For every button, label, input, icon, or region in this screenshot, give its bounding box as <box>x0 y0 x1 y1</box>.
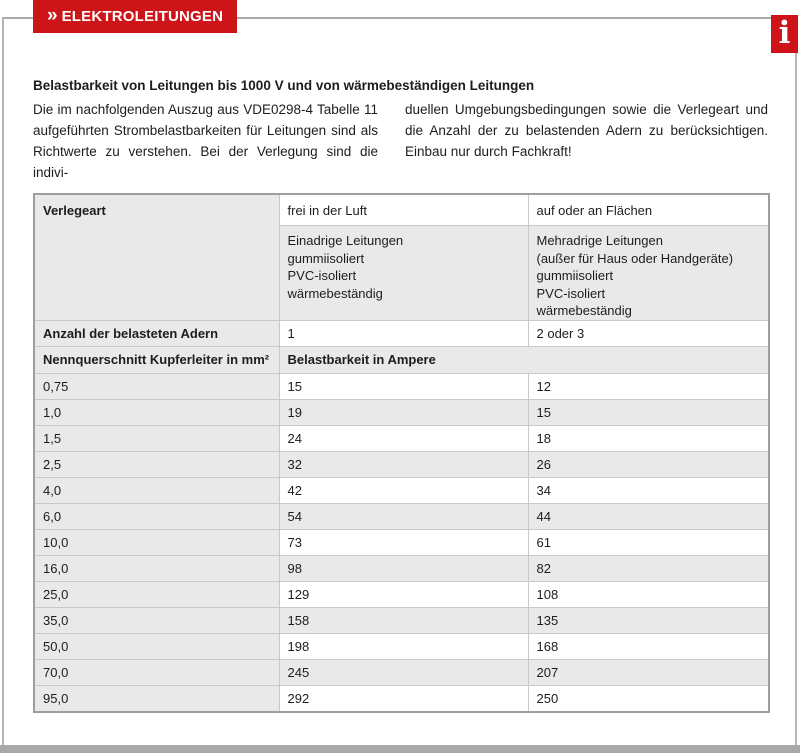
cell-free-air: 24 <box>279 425 528 451</box>
cell-free-air: 98 <box>279 555 528 581</box>
cell-size: 25,0 <box>34 581 279 607</box>
table-row <box>34 373 769 399</box>
info-icon-glyph: i <box>778 14 791 51</box>
header-verlegeart: Verlegeart <box>34 194 279 320</box>
cell-surfaces: 61 <box>528 529 769 555</box>
desc-line: PVC-isoliert <box>287 268 357 283</box>
desc-line: Einadrige Leitungen <box>287 233 404 248</box>
intro-line: aufgeführten Strombelastbarkeiten für Leitungen sind als <box>33 123 378 138</box>
section-banner-label: ELEKTROLEITUNGEN <box>61 8 224 25</box>
table-subheader-row <box>34 346 769 373</box>
intro-line: die Anzahl der zu belastenden Adern zu berücksichtigen. <box>405 123 768 138</box>
cell-surfaces: 18 <box>528 425 769 451</box>
header-free-air: frei in der Luft <box>279 194 528 226</box>
cell-size: 50,0 <box>34 633 279 659</box>
belastbarkeit-label: Belastbarkeit in Ampere <box>279 346 769 373</box>
cell-free-air: 73 <box>279 529 528 555</box>
cell-free-air: 54 <box>279 503 528 529</box>
cell-free-air: 198 <box>279 633 528 659</box>
intro-line: duellen Umgebungsbedingungen sowie die Verlegeart und <box>405 102 768 117</box>
desc-line: wärmebeständig <box>287 285 383 301</box>
desc-surfaces <box>528 226 769 321</box>
section-banner <box>33 0 237 33</box>
desc-free-air <box>279 226 528 321</box>
cell-surfaces: 44 <box>528 503 769 529</box>
desc-line: (außer für Haus oder Handgeräte) <box>536 250 734 266</box>
table-header-row <box>34 194 769 226</box>
cell-free-air: 158 <box>279 607 528 633</box>
adern-free-air: 1 <box>279 320 528 346</box>
table-row <box>34 399 769 425</box>
cell-size: 2,5 <box>34 451 279 477</box>
querschnitt-label: Nennquerschnitt Kupferleiter in mm² <box>34 346 279 373</box>
cell-free-air: 245 <box>279 659 528 685</box>
intro-line: Richtwerte zu verstehen. Bei der Verlegung sind die indivi- <box>33 144 378 180</box>
cell-surfaces: 168 <box>528 633 769 659</box>
cell-size: 6,0 <box>34 503 279 529</box>
cell-size: 4,0 <box>34 477 279 503</box>
cell-size: 95,0 <box>34 685 279 712</box>
cell-size: 70,0 <box>34 659 279 685</box>
page-bottom-edge <box>0 745 800 753</box>
table-row <box>34 477 769 503</box>
cell-size: 1,5 <box>34 425 279 451</box>
cell-free-air: 129 <box>279 581 528 607</box>
table-row <box>34 607 769 633</box>
table-row <box>34 659 769 685</box>
cell-free-air: 15 <box>279 373 528 399</box>
cell-free-air: 292 <box>279 685 528 712</box>
cell-free-air: 32 <box>279 451 528 477</box>
desc-line: wärmebeständig <box>536 303 632 318</box>
table-adern-row <box>34 320 769 346</box>
intro-text <box>33 99 768 183</box>
cell-surfaces: 34 <box>528 477 769 503</box>
desc-line: gummiisoliert <box>287 250 365 266</box>
table-row <box>34 581 769 607</box>
header-surfaces: auf oder an Flächen <box>528 194 769 226</box>
cell-surfaces: 15 <box>528 399 769 425</box>
cell-surfaces: 26 <box>528 451 769 477</box>
adern-surfaces: 2 oder 3 <box>528 320 769 346</box>
cell-free-air: 19 <box>279 399 528 425</box>
table-row <box>34 633 769 659</box>
cell-surfaces: 250 <box>528 685 769 712</box>
table-row <box>34 503 769 529</box>
table-row <box>34 425 769 451</box>
cell-size: 0,75 <box>34 373 279 399</box>
cell-surfaces: 108 <box>528 581 769 607</box>
table-row <box>34 685 769 712</box>
cell-size: 1,0 <box>34 399 279 425</box>
cell-size: 35,0 <box>34 607 279 633</box>
desc-line: Mehradrige Leitungen <box>536 233 663 248</box>
intro-column-right <box>405 99 768 183</box>
intro-line: Die im nachfolgenden Auszug aus VDE0298-4 Tabelle 11 <box>33 102 378 117</box>
desc-line: gummiisoliert <box>536 268 614 283</box>
intro-line: Einbau nur durch Fachkraft! <box>405 144 572 159</box>
cell-size: 10,0 <box>34 529 279 555</box>
load-capacity-table <box>33 193 770 713</box>
cell-surfaces: 82 <box>528 555 769 581</box>
info-icon <box>771 15 798 53</box>
cell-size: 16,0 <box>34 555 279 581</box>
cell-surfaces: 12 <box>528 373 769 399</box>
table-row <box>34 555 769 581</box>
adern-label: Anzahl der belasteten Adern <box>34 320 279 346</box>
intro-column-left <box>33 99 378 183</box>
cell-free-air: 42 <box>279 477 528 503</box>
double-chevron-icon: » <box>47 5 56 26</box>
desc-line: PVC-isoliert <box>536 285 606 301</box>
table-row <box>34 529 769 555</box>
cell-surfaces: 135 <box>528 607 769 633</box>
page-title: Belastbarkeit von Leitungen bis 1000 V und von wärmebeständigen Leitungen <box>33 78 535 93</box>
cell-surfaces: 207 <box>528 659 769 685</box>
table-row <box>34 451 769 477</box>
